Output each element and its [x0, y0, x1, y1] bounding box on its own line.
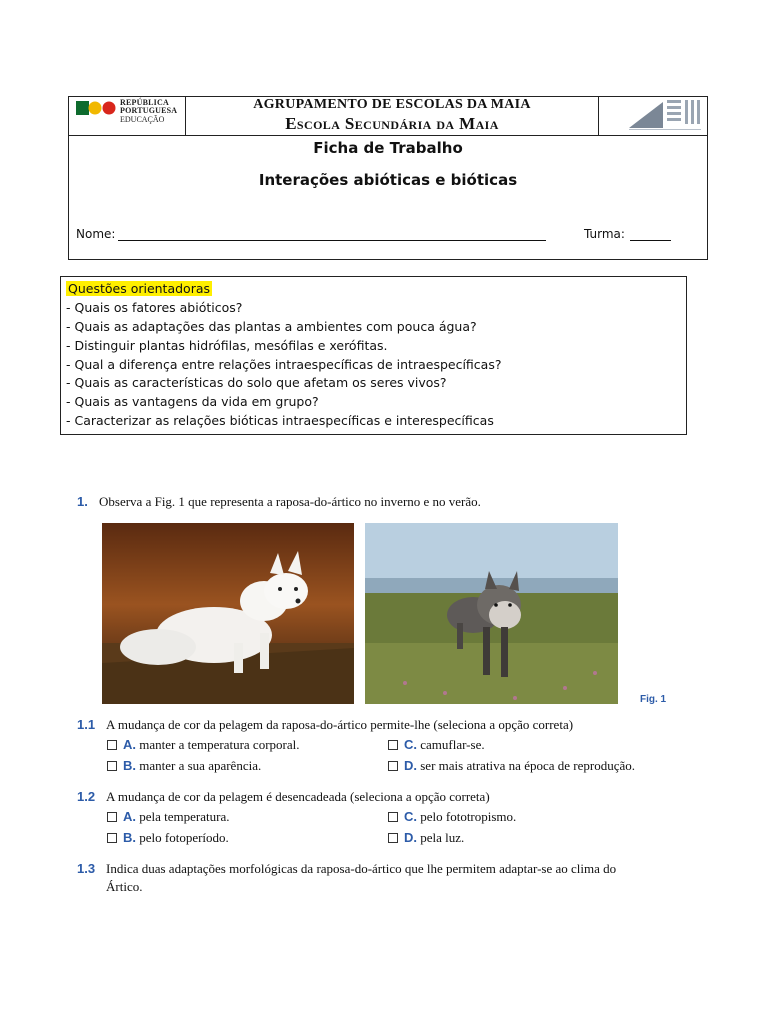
logo-text-3: EDUCAÇÃO	[120, 115, 165, 124]
guiding-question: - Quais os fatores abióticos?	[66, 300, 243, 315]
logo-text-2: PORTUGUESA	[120, 106, 178, 115]
checkbox[interactable]	[388, 740, 398, 750]
school-logo-cell	[598, 96, 708, 136]
class-label: Turma:	[584, 227, 625, 241]
checkbox[interactable]	[107, 740, 117, 750]
logo-text-1: REPÚBLICA	[120, 98, 169, 107]
worksheet-subtitle: Interações abióticas e bióticas	[258, 171, 518, 189]
guiding-question: - Quais as vantagens da vida em grupo?	[66, 394, 319, 409]
arctic-fox-summer-photo	[365, 523, 618, 704]
question-number: 1.1	[77, 717, 96, 732]
option-a[interactable]: A. pela temperatura.	[107, 809, 229, 825]
class-field[interactable]	[630, 240, 671, 241]
figure-caption: Fig. 1	[640, 694, 667, 705]
guiding-questions-heading: Questões orientadoras	[68, 281, 211, 296]
exercise-text: Observa a Fig. 1 que representa a raposa-do-ártico no inverno e no verão.	[99, 494, 481, 509]
checkbox[interactable]	[388, 761, 398, 771]
school-group-title: AGRUPAMENTO DE ESCOLAS DA MAIA	[253, 97, 531, 112]
republic-logo	[68, 96, 186, 136]
checkbox[interactable]	[107, 761, 117, 771]
name-label: Nome:	[76, 227, 116, 241]
option-c[interactable]: C. camuflar-se.	[388, 737, 485, 753]
option-a[interactable]: A. manter a temperatura corporal.	[107, 737, 300, 753]
school-name: Escola Secundária da Maia	[285, 114, 499, 133]
question-number: 1.3	[77, 861, 96, 876]
question-text-cont: Ártico.	[106, 879, 143, 894]
question-text: Indica duas adaptações morfológicas da raposa-do-ártico que lhe permitem adaptar-se ao clima do	[106, 861, 617, 876]
option-c[interactable]: C. pelo fototropismo.	[388, 809, 516, 825]
guiding-question: - Caracterizar as relações bióticas intraespecíficas e interespecíficas	[66, 413, 494, 428]
name-field[interactable]	[118, 240, 546, 241]
guiding-question: - Quais as características do solo que afetam os seres vivos?	[66, 375, 447, 390]
question-text: A mudança de cor da pelagem da raposa-do-ártico permite-lhe (seleciona a opção correta)	[106, 717, 574, 732]
guiding-question: - Qual a diferença entre relações intraespecíficas de intraespecíficas?	[66, 357, 502, 372]
option-d[interactable]: D. pela luz.	[388, 830, 464, 846]
arctic-fox-winter-photo	[102, 523, 354, 704]
checkbox[interactable]	[107, 833, 117, 843]
exercise-number: 1.	[77, 494, 88, 509]
guiding-question: - Quais as adaptações das plantas a ambientes com pouca água?	[66, 319, 477, 334]
option-b[interactable]: B. manter a sua aparência.	[107, 758, 261, 774]
option-d[interactable]: D. ser mais atrativa na época de reprodução.	[388, 758, 635, 774]
question-text: A mudança de cor da pelagem é desencadeada (seleciona a opção correta)	[106, 789, 490, 804]
option-b[interactable]: B. pelo fotoperíodo.	[107, 830, 229, 846]
school-logo-icon	[629, 98, 705, 132]
guiding-question: - Distinguir plantas hidrófilas, mesófilas e xerófitas.	[66, 338, 388, 353]
checkbox[interactable]	[388, 812, 398, 822]
checkbox[interactable]	[388, 833, 398, 843]
question-number: 1.2	[77, 789, 96, 804]
flag-icon	[76, 101, 116, 115]
worksheet-title: Ficha de Trabalho	[313, 139, 463, 157]
checkbox[interactable]	[107, 812, 117, 822]
